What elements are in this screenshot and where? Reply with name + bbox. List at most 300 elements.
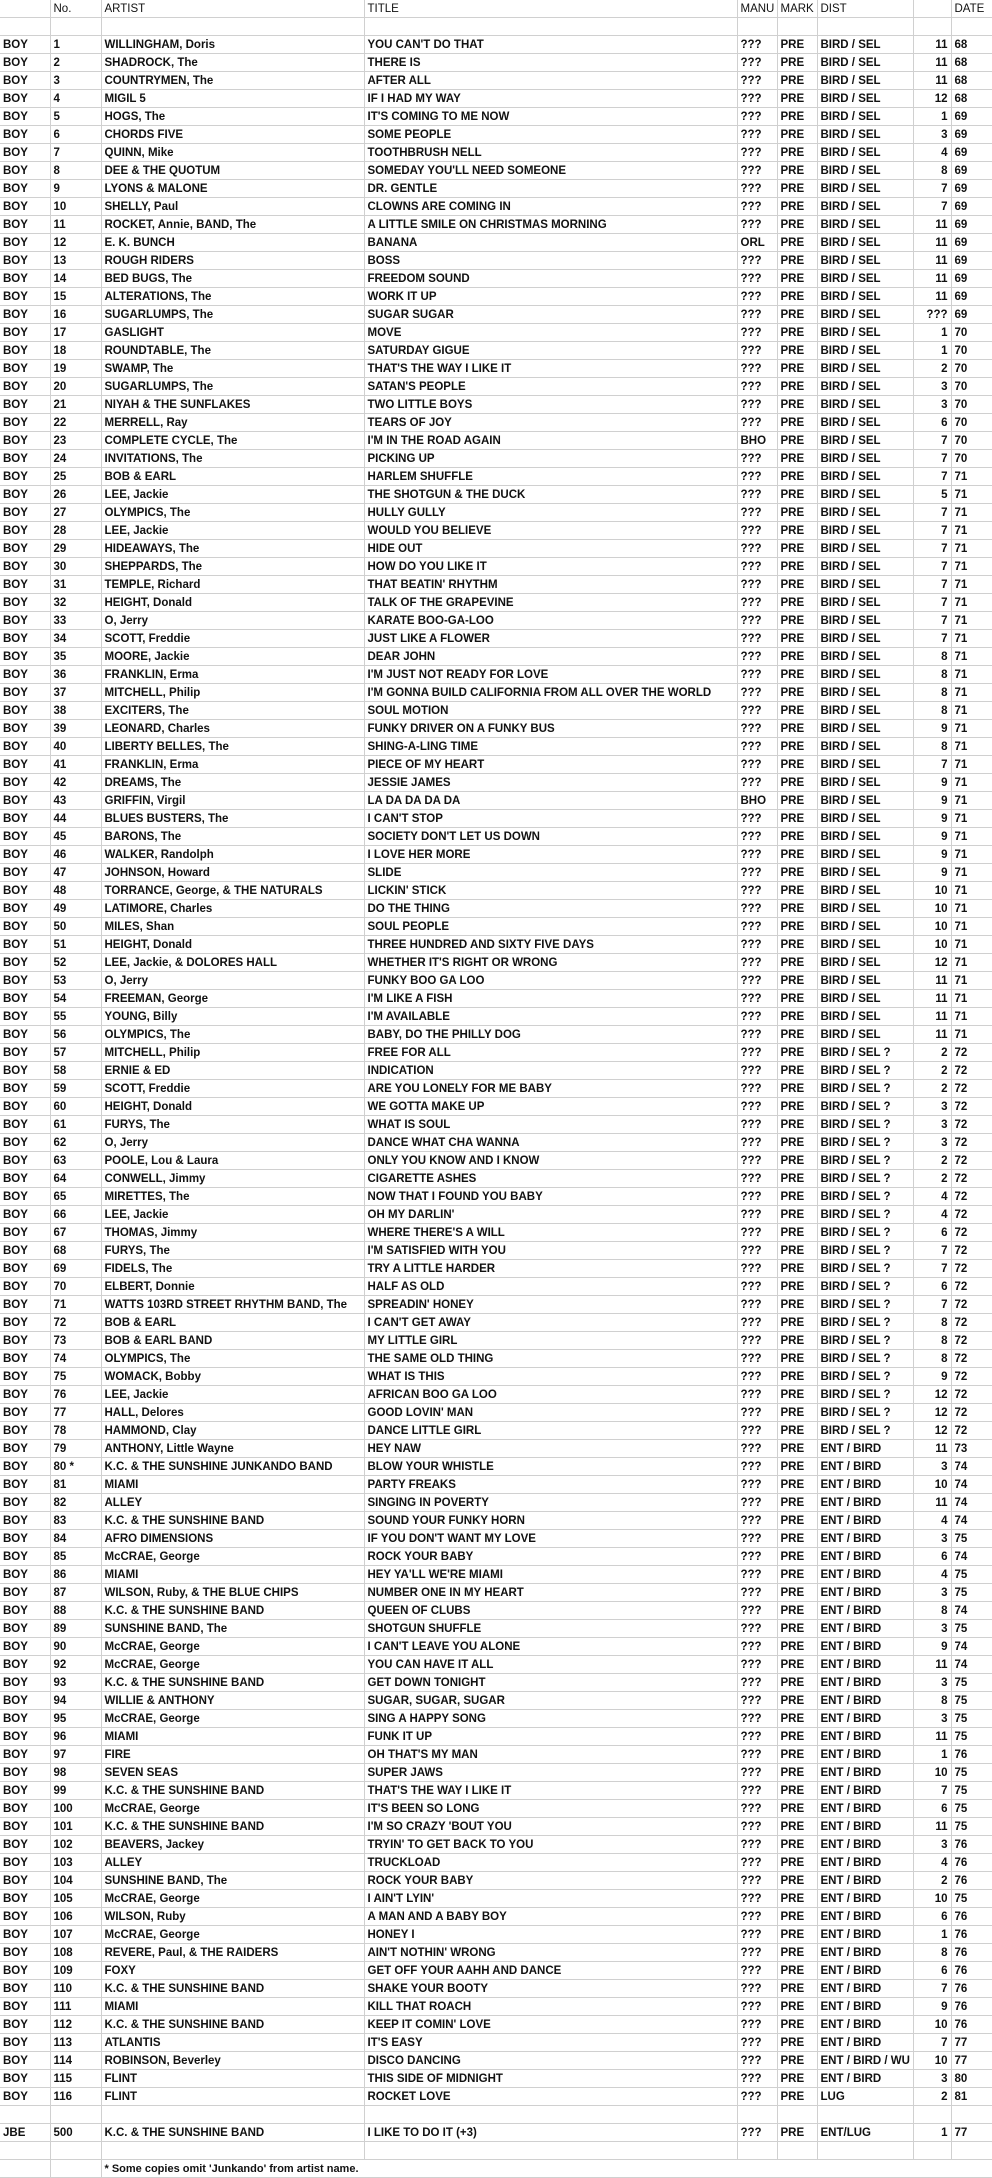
manu-cell: ??? — [737, 684, 777, 702]
header-manu: MANU — [737, 0, 777, 18]
dist-cell: BIRD / SEL ? — [817, 1224, 913, 1242]
manu-cell: ??? — [737, 1620, 777, 1638]
manu-cell: ??? — [737, 990, 777, 1008]
year-cell: 71 — [951, 846, 992, 864]
number-cell: 92 — [50, 1656, 101, 1674]
year-cell: 71 — [951, 558, 992, 576]
year-cell: 71 — [951, 792, 992, 810]
table-row — [0, 504, 992, 522]
label-cell: BOY — [0, 1494, 50, 1512]
number-cell: 19 — [50, 360, 101, 378]
mark-cell: PRE — [777, 1728, 817, 1746]
mark-cell: PRE — [777, 1332, 817, 1350]
artist-cell: MIAMI — [101, 1998, 364, 2016]
year-cell: 74 — [951, 1602, 992, 1620]
title-cell: GOOD LOVIN' MAN — [364, 1404, 737, 1422]
year-cell: 69 — [951, 144, 992, 162]
dist-cell: ENT / BIRD — [817, 2016, 913, 2034]
title-cell: DO THE THING — [364, 900, 737, 918]
table-row — [0, 1116, 992, 1134]
dist-cell: ENT / BIRD — [817, 1620, 913, 1638]
artist-cell: BOB & EARL BAND — [101, 1332, 364, 1350]
label-cell: BOY — [0, 1926, 50, 1944]
table-row — [0, 2070, 992, 2088]
table-row — [0, 36, 992, 54]
dist-cell: ENT / BIRD — [817, 1926, 913, 1944]
table-row — [0, 828, 992, 846]
label-cell: BOY — [0, 162, 50, 180]
artist-cell: TEMPLE, Richard — [101, 576, 364, 594]
title-cell: I'M SO CRAZY 'BOUT YOU — [364, 1818, 737, 1836]
number-cell: 63 — [50, 1152, 101, 1170]
artist-cell: QUINN, Mike — [101, 144, 364, 162]
label-cell: BOY — [0, 558, 50, 576]
number-cell: 74 — [50, 1350, 101, 1368]
number-cell: 37 — [50, 684, 101, 702]
dist-cell: BIRD / SEL — [817, 882, 913, 900]
month-cell: 7 — [913, 630, 951, 648]
table-row — [0, 1980, 992, 1998]
year-cell: 72 — [951, 1224, 992, 1242]
number-cell: 47 — [50, 864, 101, 882]
label-cell: BOY — [0, 810, 50, 828]
number-cell: 112 — [50, 2016, 101, 2034]
mark-cell: PRE — [777, 1242, 817, 1260]
artist-cell: ELBERT, Donnie — [101, 1278, 364, 1296]
manu-cell: ??? — [737, 1098, 777, 1116]
year-cell: 68 — [951, 36, 992, 54]
number-cell: 97 — [50, 1746, 101, 1764]
title-cell: PARTY FREAKS — [364, 1476, 737, 1494]
dist-cell: BIRD / SEL ? — [817, 1170, 913, 1188]
month-cell: 10 — [913, 900, 951, 918]
label-cell: BOY — [0, 234, 50, 252]
dist-cell: BIRD / SEL — [817, 216, 913, 234]
label-cell: BOY — [0, 1476, 50, 1494]
number-cell: 81 — [50, 1476, 101, 1494]
label-cell: BOY — [0, 1692, 50, 1710]
mark-cell: PRE — [777, 738, 817, 756]
mark-cell: PRE — [777, 1386, 817, 1404]
table-row — [0, 1476, 992, 1494]
artist-cell: K.C. & THE SUNSHINE BAND — [101, 2124, 364, 2142]
title-cell: JESSIE JAMES — [364, 774, 737, 792]
label-cell: BOY — [0, 216, 50, 234]
artist-cell: FLINT — [101, 2088, 364, 2106]
year-cell: 71 — [951, 828, 992, 846]
year-cell: 81 — [951, 2088, 992, 2106]
table-row — [0, 1764, 992, 1782]
title-cell: WHAT IS SOUL — [364, 1116, 737, 1134]
number-cell: 4 — [50, 90, 101, 108]
number-cell: 36 — [50, 666, 101, 684]
table-row — [0, 990, 992, 1008]
artist-cell: WOMACK, Bobby — [101, 1368, 364, 1386]
spacer-row — [0, 18, 992, 36]
label-cell: BOY — [0, 1314, 50, 1332]
table-row — [0, 72, 992, 90]
dist-cell: ENT / BIRD — [817, 1998, 913, 2016]
title-cell: I CAN'T GET AWAY — [364, 1314, 737, 1332]
table-row — [0, 378, 992, 396]
table-row — [0, 702, 992, 720]
title-cell: GET OFF YOUR AAHH AND DANCE — [364, 1962, 737, 1980]
number-cell: 60 — [50, 1098, 101, 1116]
title-cell: FREE FOR ALL — [364, 1044, 737, 1062]
year-cell: 72 — [951, 1260, 992, 1278]
number-cell: 67 — [50, 1224, 101, 1242]
month-cell: 7 — [913, 1782, 951, 1800]
mark-cell: PRE — [777, 2034, 817, 2052]
mark-cell: PRE — [777, 1026, 817, 1044]
year-cell: 74 — [951, 1494, 992, 1512]
month-cell: 2 — [913, 2088, 951, 2106]
label-cell: BOY — [0, 342, 50, 360]
month-cell: 6 — [913, 1800, 951, 1818]
artist-cell: MIRETTES, The — [101, 1188, 364, 1206]
table-row — [0, 1260, 992, 1278]
mark-cell: PRE — [777, 1998, 817, 2016]
title-cell: SOUND YOUR FUNKY HORN — [364, 1512, 737, 1530]
number-cell: 9 — [50, 180, 101, 198]
dist-cell: ENT / BIRD — [817, 1476, 913, 1494]
dist-cell: BIRD / SEL — [817, 558, 913, 576]
number-cell: 90 — [50, 1638, 101, 1656]
year-cell: 75 — [951, 1818, 992, 1836]
artist-cell: HALL, Delores — [101, 1404, 364, 1422]
year-cell: 75 — [951, 1890, 992, 1908]
table-row — [0, 90, 992, 108]
title-cell: ROCK YOUR BABY — [364, 1548, 737, 1566]
month-cell: 5 — [913, 486, 951, 504]
number-cell: 12 — [50, 234, 101, 252]
dist-cell: BIRD / SEL ? — [817, 1188, 913, 1206]
month-cell: 3 — [913, 1836, 951, 1854]
manu-cell: ??? — [737, 1008, 777, 1026]
dist-cell: BIRD / SEL — [817, 702, 913, 720]
manu-cell: ??? — [737, 90, 777, 108]
month-cell: 6 — [913, 1224, 951, 1242]
label-cell: BOY — [0, 882, 50, 900]
month-cell: 3 — [913, 1098, 951, 1116]
label-cell: BOY — [0, 1116, 50, 1134]
manu-cell: ??? — [737, 1080, 777, 1098]
number-cell: 45 — [50, 828, 101, 846]
manu-cell: ??? — [737, 612, 777, 630]
month-cell: 7 — [913, 612, 951, 630]
manu-cell: ??? — [737, 1656, 777, 1674]
artist-cell: GASLIGHT — [101, 324, 364, 342]
mark-cell: PRE — [777, 180, 817, 198]
artist-cell: WILSON, Ruby — [101, 1908, 364, 1926]
manu-cell: ??? — [737, 126, 777, 144]
title-cell: SLIDE — [364, 864, 737, 882]
title-cell: LA DA DA DA DA — [364, 792, 737, 810]
table-row — [0, 720, 992, 738]
manu-cell: ??? — [737, 1314, 777, 1332]
month-cell: 8 — [913, 1944, 951, 1962]
artist-cell: SHADROCK, The — [101, 54, 364, 72]
title-cell: KILL THAT ROACH — [364, 1998, 737, 2016]
dist-cell: ENT / BIRD — [817, 1674, 913, 1692]
number-cell: 41 — [50, 756, 101, 774]
number-cell: 95 — [50, 1710, 101, 1728]
label-cell: BOY — [0, 648, 50, 666]
year-cell: 72 — [951, 1296, 992, 1314]
mark-cell: PRE — [777, 1782, 817, 1800]
dist-cell: BIRD / SEL — [817, 864, 913, 882]
year-cell: 72 — [951, 1080, 992, 1098]
label-cell: BOY — [0, 108, 50, 126]
month-cell: 9 — [913, 792, 951, 810]
manu-cell: ??? — [737, 1332, 777, 1350]
label-cell: BOY — [0, 288, 50, 306]
number-cell: 39 — [50, 720, 101, 738]
title-cell: BABY, DO THE PHILLY DOG — [364, 1026, 737, 1044]
year-cell: 74 — [951, 1656, 992, 1674]
manu-cell: ??? — [737, 2034, 777, 2052]
manu-cell: ??? — [737, 1368, 777, 1386]
manu-cell: ??? — [737, 666, 777, 684]
number-cell: 96 — [50, 1728, 101, 1746]
manu-cell: ??? — [737, 882, 777, 900]
mark-cell: PRE — [777, 1260, 817, 1278]
manu-cell: ??? — [737, 1548, 777, 1566]
year-cell: 71 — [951, 486, 992, 504]
month-cell: 12 — [913, 90, 951, 108]
number-cell: 94 — [50, 1692, 101, 1710]
month-cell: 2 — [913, 360, 951, 378]
dist-cell: BIRD / SEL — [817, 936, 913, 954]
table-row — [0, 954, 992, 972]
table-row — [0, 1062, 992, 1080]
month-cell: 11 — [913, 1494, 951, 1512]
dist-cell: ENT / BIRD — [817, 1656, 913, 1674]
dist-cell: BIRD / SEL ? — [817, 1296, 913, 1314]
title-cell: TOOTHBRUSH NELL — [364, 144, 737, 162]
label-cell: BOY — [0, 1566, 50, 1584]
month-cell: 3 — [913, 1674, 951, 1692]
title-cell: WE GOTTA MAKE UP — [364, 1098, 737, 1116]
month-cell: 4 — [913, 1206, 951, 1224]
manu-cell: ??? — [737, 972, 777, 990]
title-cell: I'M LIKE A FISH — [364, 990, 737, 1008]
artist-cell: MIGIL 5 — [101, 90, 364, 108]
year-cell: 76 — [951, 1908, 992, 1926]
manu-cell: ??? — [737, 1890, 777, 1908]
month-cell: 1 — [913, 1746, 951, 1764]
title-cell: THAT BEATIN' RHYTHM — [364, 576, 737, 594]
title-cell: PIECE OF MY HEART — [364, 756, 737, 774]
table-row — [0, 2016, 992, 2034]
mark-cell: PRE — [777, 1710, 817, 1728]
title-cell: FUNK IT UP — [364, 1728, 737, 1746]
mark-cell: PRE — [777, 918, 817, 936]
title-cell: THAT'S THE WAY I LIKE IT — [364, 1782, 737, 1800]
mark-cell: PRE — [777, 1872, 817, 1890]
dist-cell: BIRD / SEL — [817, 576, 913, 594]
year-cell: 75 — [951, 1530, 992, 1548]
title-cell: WOULD YOU BELIEVE — [364, 522, 737, 540]
table-row — [0, 1332, 992, 1350]
number-cell: 99 — [50, 1782, 101, 1800]
table-row — [0, 612, 992, 630]
number-cell: 52 — [50, 954, 101, 972]
artist-cell: SEVEN SEAS — [101, 1764, 364, 1782]
month-cell: 9 — [913, 1638, 951, 1656]
number-cell: 100 — [50, 1800, 101, 1818]
mark-cell: PRE — [777, 306, 817, 324]
artist-cell: O, Jerry — [101, 612, 364, 630]
title-cell: HOW DO YOU LIKE IT — [364, 558, 737, 576]
mark-cell: PRE — [777, 1980, 817, 1998]
label-cell: BOY — [0, 144, 50, 162]
year-cell: 71 — [951, 738, 992, 756]
year-cell: 71 — [951, 576, 992, 594]
month-cell: 10 — [913, 2052, 951, 2070]
artist-cell: AFRO DIMENSIONS — [101, 1530, 364, 1548]
number-cell: 38 — [50, 702, 101, 720]
number-cell: 107 — [50, 1926, 101, 1944]
manu-cell: ??? — [737, 324, 777, 342]
dist-cell: BIRD / SEL — [817, 504, 913, 522]
table-row — [0, 342, 992, 360]
title-cell: KEEP IT COMIN' LOVE — [364, 2016, 737, 2034]
month-cell: 4 — [913, 144, 951, 162]
dist-cell: ENT / BIRD — [817, 1980, 913, 1998]
dist-cell: BIRD / SEL — [817, 324, 913, 342]
mark-cell: PRE — [777, 1890, 817, 1908]
manu-cell: ??? — [737, 522, 777, 540]
year-cell: 75 — [951, 1782, 992, 1800]
table-row — [0, 1224, 992, 1242]
year-cell: 71 — [951, 1008, 992, 1026]
dist-cell: BIRD / SEL — [817, 666, 913, 684]
header-title: TITLE — [364, 0, 737, 18]
label-cell: BOY — [0, 486, 50, 504]
label-cell: BOY — [0, 666, 50, 684]
title-cell: NOW THAT I FOUND YOU BABY — [364, 1188, 737, 1206]
table-row — [0, 234, 992, 252]
number-cell: 69 — [50, 1260, 101, 1278]
artist-cell: LEE, Jackie — [101, 1206, 364, 1224]
title-cell: YOU CAN'T DO THAT — [364, 36, 737, 54]
dist-cell: BIRD / SEL — [817, 486, 913, 504]
table-row — [0, 1800, 992, 1818]
year-cell: 76 — [951, 1854, 992, 1872]
month-cell: 7 — [913, 522, 951, 540]
title-cell: BANANA — [364, 234, 737, 252]
dist-cell: BIRD / SEL — [817, 630, 913, 648]
artist-cell: McCRAE, George — [101, 1926, 364, 1944]
artist-cell: HEIGHT, Donald — [101, 936, 364, 954]
mark-cell: PRE — [777, 1512, 817, 1530]
title-cell: I'M JUST NOT READY FOR LOVE — [364, 666, 737, 684]
mark-cell: PRE — [777, 1188, 817, 1206]
dist-cell: BIRD / SEL — [817, 594, 913, 612]
manu-cell: ??? — [737, 450, 777, 468]
year-cell: 69 — [951, 252, 992, 270]
label-cell: BOY — [0, 1242, 50, 1260]
dist-cell: BIRD / SEL ? — [817, 1044, 913, 1062]
table-row — [0, 1566, 992, 1584]
table-row — [0, 1098, 992, 1116]
table-row — [0, 2052, 992, 2070]
table-row — [0, 252, 992, 270]
artist-cell: MITCHELL, Philip — [101, 1044, 364, 1062]
label-cell: BOY — [0, 1350, 50, 1368]
number-cell: 111 — [50, 1998, 101, 2016]
year-cell: 70 — [951, 432, 992, 450]
title-cell: SATURDAY GIGUE — [364, 342, 737, 360]
mark-cell: PRE — [777, 1674, 817, 1692]
dist-cell: ENT / BIRD — [817, 1908, 913, 1926]
number-cell: 33 — [50, 612, 101, 630]
title-cell: HONEY I — [364, 1926, 737, 1944]
title-cell: CLOWNS ARE COMING IN — [364, 198, 737, 216]
table-row — [0, 972, 992, 990]
dist-cell: BIRD / SEL — [817, 270, 913, 288]
manu-cell: ??? — [737, 630, 777, 648]
title-cell: FREEDOM SOUND — [364, 270, 737, 288]
title-cell: FUNKY BOO GA LOO — [364, 972, 737, 990]
label-cell: BOY — [0, 270, 50, 288]
artist-cell: FRANKLIN, Erma — [101, 756, 364, 774]
label-cell: BOY — [0, 630, 50, 648]
label-cell: BOY — [0, 324, 50, 342]
dist-cell: BIRD / SEL ? — [817, 1206, 913, 1224]
mark-cell: PRE — [777, 396, 817, 414]
artist-cell: CHORDS FIVE — [101, 126, 364, 144]
number-cell: 85 — [50, 1548, 101, 1566]
dist-cell: BIRD / SEL — [817, 288, 913, 306]
title-cell: MOVE — [364, 324, 737, 342]
label-cell: BOY — [0, 1260, 50, 1278]
year-cell: 77 — [951, 2052, 992, 2070]
mark-cell: PRE — [777, 1224, 817, 1242]
manu-cell: ??? — [737, 1530, 777, 1548]
label-cell: BOY — [0, 90, 50, 108]
mark-cell: PRE — [777, 90, 817, 108]
artist-cell: WILSON, Ruby, & THE BLUE CHIPS — [101, 1584, 364, 1602]
manu-cell: ??? — [737, 1476, 777, 1494]
title-cell: SATAN'S PEOPLE — [364, 378, 737, 396]
dist-cell: ENT / BIRD — [817, 1692, 913, 1710]
year-cell: 70 — [951, 342, 992, 360]
month-cell: 11 — [913, 72, 951, 90]
artist-cell: WILLIE & ANTHONY — [101, 1692, 364, 1710]
year-cell: 75 — [951, 1620, 992, 1638]
artist-cell: O, Jerry — [101, 972, 364, 990]
manu-cell: BHO — [737, 432, 777, 450]
number-cell: 88 — [50, 1602, 101, 1620]
manu-cell: ??? — [737, 1980, 777, 1998]
artist-cell: K.C. & THE SUNSHINE BAND — [101, 1512, 364, 1530]
artist-cell: HIDEAWAYS, The — [101, 540, 364, 558]
manu-cell: ??? — [737, 1386, 777, 1404]
month-cell: 6 — [913, 414, 951, 432]
manu-cell: ??? — [737, 1674, 777, 1692]
dist-cell: BIRD / SEL ? — [817, 1152, 913, 1170]
label-cell: BOY — [0, 1980, 50, 1998]
number-cell: 110 — [50, 1980, 101, 1998]
number-cell: 43 — [50, 792, 101, 810]
year-cell: 72 — [951, 1062, 992, 1080]
artist-cell: ERNIE & ED — [101, 1062, 364, 1080]
month-cell: 2 — [913, 1170, 951, 1188]
label-cell: BOY — [0, 1998, 50, 2016]
mark-cell: PRE — [777, 810, 817, 828]
